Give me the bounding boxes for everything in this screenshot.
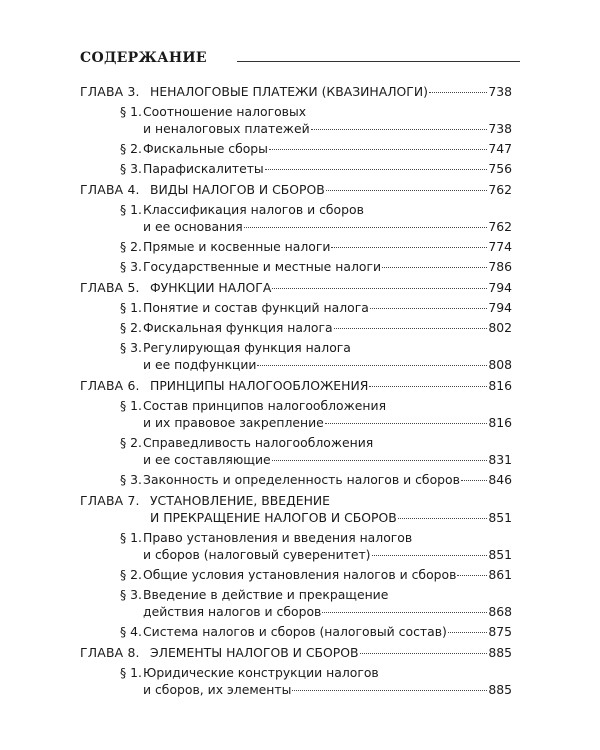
entry-line	[143, 566, 512, 583]
dot-leader	[457, 575, 487, 576]
dot-leader	[398, 518, 488, 519]
section-number: § 3.	[120, 472, 142, 487]
section-number: § 1.	[120, 530, 142, 545]
section-number: § 2.	[120, 567, 142, 582]
entry-title: и неналоговых платежей	[143, 121, 310, 136]
toc-section[interactable]	[80, 319, 512, 336]
entry-line	[143, 451, 512, 468]
section-page-number: 802	[488, 320, 512, 335]
section-number: § 1.	[120, 202, 142, 217]
entry-title: Классификация налогов и сборов	[143, 202, 364, 217]
chapter-title	[150, 279, 512, 296]
toc-chapter[interactable]	[80, 181, 512, 198]
entry-title: Прямые и косвенные налоги	[143, 239, 331, 254]
dot-leader	[265, 169, 488, 170]
section-number: § 2.	[120, 239, 142, 254]
chapter-label: ГЛАВА 6.	[80, 378, 140, 393]
chapter-label: ГЛАВА 7.	[80, 493, 140, 508]
chapter-label: ГЛАВА 3.	[80, 84, 140, 99]
entry-title: Государственные и местные налоги	[143, 259, 382, 274]
entry-line	[143, 299, 512, 316]
entry-title: Состав принципов налогообложения	[143, 398, 387, 413]
entry-line	[143, 120, 512, 137]
dot-leader	[322, 612, 487, 613]
entry-title: ПРИНЦИПЫ НАЛОГООБЛОЖЕНИЯ	[150, 378, 369, 393]
entry-line	[143, 586, 512, 603]
section-number: § 2.	[120, 435, 142, 450]
section-number: § 3.	[120, 161, 142, 176]
dot-leader	[382, 267, 487, 268]
header-rule	[237, 61, 520, 62]
dot-leader	[360, 653, 488, 654]
entry-title: и сборов, их элементы	[143, 682, 292, 697]
chapter-page-number: 816	[488, 378, 512, 393]
section-number: § 2.	[120, 141, 142, 156]
section-page-number: 738	[488, 121, 512, 136]
entry-line	[143, 258, 512, 275]
section-page-number: 861	[488, 567, 512, 582]
section-title	[143, 529, 512, 563]
section-page-number: 808	[488, 357, 512, 372]
entry-line	[143, 603, 512, 620]
chapter-page-number: 885	[488, 645, 512, 660]
toc-section[interactable]	[80, 529, 512, 563]
section-page-number: 786	[488, 259, 512, 274]
chapter-label: ГЛАВА 4.	[80, 182, 140, 197]
entry-title: И ПРЕКРАЩЕНИЕ НАЛОГОВ И СБОРОВ	[150, 510, 397, 525]
entry-line	[150, 181, 512, 198]
entry-line	[143, 397, 512, 414]
section-number: § 3.	[120, 340, 142, 355]
section-page-number: 875	[488, 624, 512, 639]
section-number: § 1.	[120, 398, 142, 413]
toc-section[interactable]	[80, 299, 512, 316]
entry-line	[150, 377, 512, 394]
toc-header	[80, 50, 520, 66]
section-number: § 1.	[120, 665, 142, 680]
entry-title: Соотношение налоговых	[143, 104, 307, 119]
table-of-contents	[80, 83, 512, 698]
section-title	[143, 664, 512, 698]
entry-title: Право установления и введения налогов	[143, 530, 413, 545]
entry-line	[143, 140, 512, 157]
entry-title: и ее основания	[143, 219, 243, 234]
chapter-title	[150, 492, 512, 526]
entry-line	[143, 201, 512, 218]
entry-line	[143, 471, 512, 488]
toc-section[interactable]	[80, 623, 512, 640]
dot-leader	[269, 149, 487, 150]
toc-section[interactable]	[80, 103, 512, 137]
dot-leader	[334, 328, 488, 329]
entry-line	[150, 83, 512, 100]
page-title: СОДЕРЖАНИЕ	[80, 50, 207, 66]
chapter-title	[150, 377, 512, 394]
toc-chapter[interactable]	[80, 83, 512, 100]
chapter-page-number: 794	[488, 280, 512, 295]
section-title	[143, 397, 512, 431]
toc-chapter[interactable]	[80, 492, 512, 526]
section-page-number: 846	[488, 472, 512, 487]
entry-title: и их правовое закрепление	[143, 415, 324, 430]
entry-title: НЕНАЛОГОВЫЕ ПЛАТЕЖИ (КВАЗИНАЛОГИ)	[150, 84, 428, 99]
entry-title: Общие условия установления налогов и сборов	[143, 567, 457, 582]
entry-line	[143, 218, 512, 235]
entry-title: действия налогов и сборов	[143, 604, 322, 619]
section-page-number: 762	[488, 219, 512, 234]
toc-chapter[interactable]	[80, 377, 512, 394]
section-page-number: 774	[488, 239, 512, 254]
section-title	[143, 140, 512, 157]
chapter-label: ГЛАВА 5.	[80, 280, 140, 295]
entry-line	[143, 529, 512, 546]
toc-section[interactable]	[80, 201, 512, 235]
section-page-number: 868	[488, 604, 512, 619]
entry-line	[150, 492, 512, 509]
dot-leader	[272, 288, 487, 289]
chapter-page-number: 738	[488, 84, 512, 99]
section-number: § 3.	[120, 587, 142, 602]
section-number: § 3.	[120, 259, 142, 274]
entry-title: Система налогов и сборов (налоговый состав)	[143, 624, 447, 639]
chapter-page-number: 851	[488, 510, 512, 525]
entry-line	[143, 160, 512, 177]
section-title	[143, 623, 512, 640]
section-page-number: 851	[488, 547, 512, 562]
chapter-title	[150, 83, 512, 100]
entry-line	[150, 279, 512, 296]
entry-line	[143, 681, 512, 698]
section-title	[143, 299, 512, 316]
dot-leader	[257, 365, 487, 366]
entry-line	[143, 664, 512, 681]
entry-line	[143, 546, 512, 563]
entry-title: Фискальная функция налога	[143, 320, 333, 335]
entry-title: и ее составляющие	[143, 452, 271, 467]
entry-line	[143, 319, 512, 336]
entry-title: Справедливость налогообложения	[143, 435, 374, 450]
section-title	[143, 201, 512, 235]
entry-title: Понятие и состав функций налога	[143, 300, 369, 315]
entry-line	[143, 356, 512, 373]
entry-title: Юридические конструкции налогов	[143, 665, 379, 680]
toc-chapter[interactable]	[80, 279, 512, 296]
entry-line	[143, 623, 512, 640]
entry-title: Парафискалитеты	[143, 161, 264, 176]
section-title	[143, 434, 512, 468]
dot-leader	[331, 247, 487, 248]
toc-chapter[interactable]	[80, 644, 512, 661]
section-page-number: 794	[488, 300, 512, 315]
entry-title: ЭЛЕМЕНТЫ НАЛОГОВ И СБОРОВ	[150, 645, 359, 660]
section-title	[143, 258, 512, 275]
entry-line	[143, 434, 512, 451]
section-number: § 2.	[120, 320, 142, 335]
toc-section[interactable]	[80, 258, 512, 275]
toc-section[interactable]	[80, 160, 512, 177]
dot-leader	[448, 632, 488, 633]
entry-title: Регулирующая функция налога	[143, 340, 351, 355]
toc-section[interactable]	[80, 566, 512, 583]
dot-leader	[272, 460, 488, 461]
dot-leader	[372, 555, 488, 556]
section-title	[143, 566, 512, 583]
section-page-number: 885	[488, 682, 512, 697]
dot-leader	[326, 190, 488, 191]
toc-section[interactable]	[80, 397, 512, 431]
toc-section[interactable]	[80, 664, 512, 698]
section-number: § 1.	[120, 104, 142, 119]
section-page-number: 747	[488, 141, 512, 156]
section-title	[143, 586, 512, 620]
section-title	[143, 103, 512, 137]
section-title	[143, 471, 512, 488]
toc-section[interactable]	[80, 434, 512, 468]
toc-section[interactable]	[80, 586, 512, 620]
entry-title: УСТАНОВЛЕНИЕ, ВВЕДЕНИЕ	[150, 493, 331, 508]
section-number: § 4.	[120, 624, 142, 639]
entry-line	[143, 339, 512, 356]
entry-line	[143, 103, 512, 120]
dot-leader	[461, 480, 487, 481]
section-number: § 1.	[120, 300, 142, 315]
dot-leader	[325, 423, 488, 424]
toc-section[interactable]	[80, 339, 512, 373]
section-page-number: 756	[488, 161, 512, 176]
dot-leader	[292, 690, 487, 691]
chapter-title	[150, 181, 512, 198]
section-page-number: 816	[488, 415, 512, 430]
entry-title: и ее подфункции	[143, 357, 257, 372]
entry-line	[150, 644, 512, 661]
entry-title: и сборов (налоговый суверенитет)	[143, 547, 371, 562]
entry-line	[143, 238, 512, 255]
entry-title: Фискальные сборы	[143, 141, 268, 156]
entry-title: Законность и определенность налогов и сборов	[143, 472, 460, 487]
section-title	[143, 160, 512, 177]
section-title	[143, 339, 512, 373]
section-title	[143, 238, 512, 255]
entry-title: ВИДЫ НАЛОГОВ И СБОРОВ	[150, 182, 325, 197]
entry-line	[143, 414, 512, 431]
dot-leader	[369, 386, 487, 387]
toc-section[interactable]	[80, 140, 512, 157]
chapter-page-number: 762	[488, 182, 512, 197]
entry-title: Введение в действие и прекращение	[143, 587, 389, 602]
dot-leader	[244, 227, 488, 228]
toc-section[interactable]	[80, 238, 512, 255]
chapter-title	[150, 644, 512, 661]
chapter-label: ГЛАВА 8.	[80, 645, 140, 660]
dot-leader	[370, 308, 488, 309]
section-title	[143, 319, 512, 336]
section-page-number: 831	[488, 452, 512, 467]
entry-line	[150, 509, 512, 526]
entry-title: ФУНКЦИИ НАЛОГА	[150, 280, 272, 295]
dot-leader	[429, 92, 487, 93]
toc-section[interactable]	[80, 471, 512, 488]
dot-leader	[311, 129, 488, 130]
